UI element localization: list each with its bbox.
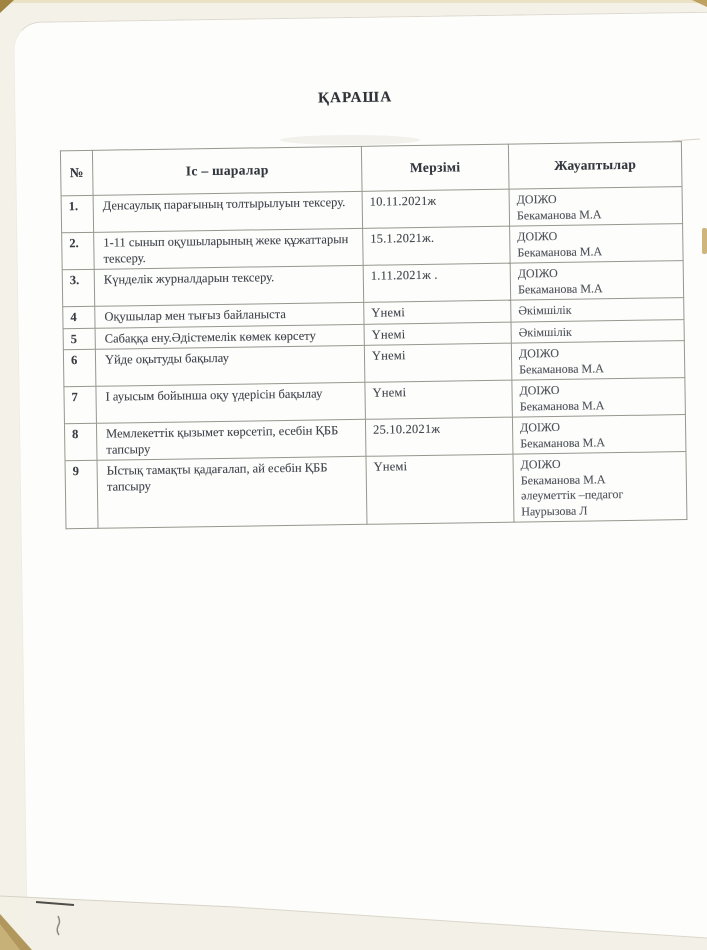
page-title: ҚАРАША xyxy=(317,89,393,107)
responsible-cell: ДОІЖО Бекаманова М.А xyxy=(510,224,684,264)
table-row xyxy=(65,452,687,529)
column-header-activities: Іс – шаралар xyxy=(92,146,362,195)
deadline-cell: 15.1.2021ж. xyxy=(363,226,511,265)
deadline-cell: 1.11.2021ж . xyxy=(363,263,511,302)
monthly-plan-table xyxy=(60,141,688,529)
row-number-cell: 1. xyxy=(61,195,94,232)
responsible-cell: Әкімшілік xyxy=(511,298,684,322)
row-number-cell: 6 xyxy=(63,349,96,386)
deadline-cell: Үнемі xyxy=(366,454,514,524)
responsible-cell: Әкімшілік xyxy=(511,319,684,343)
deadline-cell: Үнемі xyxy=(364,322,511,346)
activity-cell: І ауысым бойынша оқу үдерісін бақылау xyxy=(96,382,366,423)
responsible-cell: ДОІЖО Бекаманова М.А xyxy=(512,415,686,455)
deadline-cell: Үнемі xyxy=(364,343,512,382)
row-number-cell: 7 xyxy=(64,386,97,423)
activity-cell: 1-11 сынып оқушыларының жеке құжаттарын тексеру. xyxy=(94,228,364,269)
activity-cell: Үйде оқытуды бақылау xyxy=(95,345,365,386)
row-number-cell: 8 xyxy=(64,423,97,460)
responsible-cell: ДОІЖО Бекаманова М.А xyxy=(511,341,685,381)
deadline-cell: 10.11.2021ж xyxy=(362,189,510,228)
row-number-cell: 3. xyxy=(62,269,95,306)
scanner-corner-top-right xyxy=(692,0,707,7)
responsible-cell: ДОІЖО Бекаманова М.А xyxy=(509,187,683,227)
row-number-cell: 2. xyxy=(62,232,95,269)
column-header-deadline: Мерзімі xyxy=(361,144,509,191)
responsible-cell: ДОІЖО Бекаманова М.А xyxy=(510,261,684,301)
responsible-cell: ДОІЖО Бекаманова М.А xyxy=(512,378,686,418)
activity-cell: Мемлекеттік қызымет көрсетіп, есебін ҚББ тапсыру xyxy=(96,419,366,460)
deadline-cell: Үнемі xyxy=(365,380,513,419)
responsible-cell: ДОІЖО Бекаманова М.А әлеуметтік –педагог Наурызова Л xyxy=(513,452,687,523)
activity-cell: Оқушылар мен тығыз байланыста xyxy=(95,302,364,327)
scanner-corner-bottom-left-inner xyxy=(0,924,20,950)
paper-sheet xyxy=(13,11,707,950)
column-header-responsible: Жауаптылар xyxy=(508,142,682,190)
activity-cell: Денсаулық парағының толтырылуын тексеру. xyxy=(93,191,363,232)
activity-cell: Ыстық тамақты қадағалап, ай есебін ҚББ тапсыру xyxy=(97,456,367,528)
deadline-cell: 25.10.2021ж xyxy=(365,417,513,456)
activity-cell: Сабаққа ену.Әдістемелік көмек көрсету xyxy=(95,324,364,349)
scanner-top-strip xyxy=(0,0,707,3)
column-header-number: № xyxy=(60,150,93,195)
row-number-cell: 9 xyxy=(65,460,98,528)
activity-cell: Күнделік журналдарын тексеру. xyxy=(94,265,364,306)
deadline-cell: Үнемі xyxy=(364,300,511,324)
row-number-cell: 5 xyxy=(63,328,95,350)
row-number-cell: 4 xyxy=(63,306,95,328)
scanner-corner-top-left xyxy=(0,0,14,13)
